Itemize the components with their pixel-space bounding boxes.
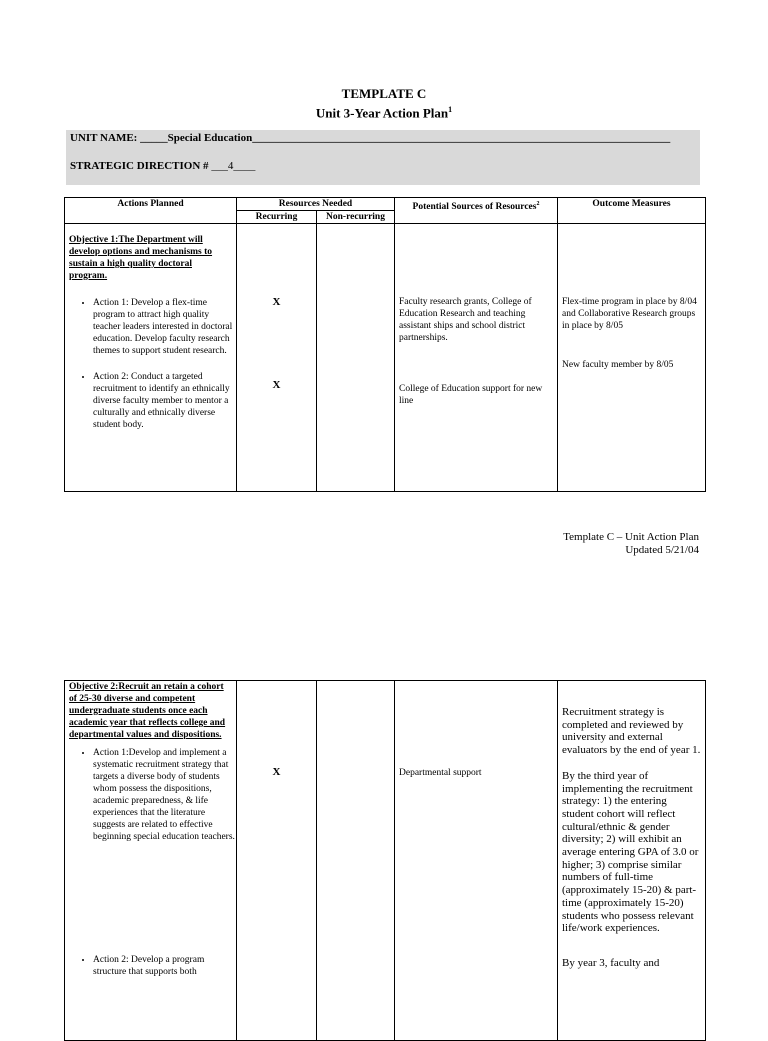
objective-2-cell xyxy=(65,681,237,1041)
objective-2-action-2: • Action 2: Develop a program structure that supports both xyxy=(93,954,236,978)
header-outcome-measures: Outcome Measures xyxy=(558,198,706,224)
objective-1-cell xyxy=(65,224,237,492)
outcomes-cell-2 xyxy=(558,681,706,1041)
strategic-direction-row: STRATEGIC DIRECTION # ___4____ xyxy=(70,160,256,172)
action-plan-table xyxy=(64,197,706,492)
header-potential-sources: Potential Sources of Resources$^2$ xyxy=(395,198,558,224)
outcome-objective-2-p1: Recruitment strategy is completed and reviewed by university and external evaluators by the end of year 1. xyxy=(562,706,701,757)
recurring-cell-2 xyxy=(237,681,317,1041)
strategic-direction-value: 4 xyxy=(227,160,234,172)
recurring-mark-action-2: X xyxy=(272,379,281,391)
recurring-cell xyxy=(237,224,317,492)
outcomes-cell xyxy=(558,224,706,492)
unit-name-label: UNIT NAME: xyxy=(70,132,138,144)
unit-name-row: UNIT NAME: _____Special Education____________________________________________________________________________ xyxy=(70,132,671,144)
unit-info-box xyxy=(66,130,700,185)
document-title: TEMPLATE C xyxy=(341,86,427,101)
source-action-1: Faculty research grants, College of Education Research and teaching assistant ships and school district partnerships. xyxy=(399,297,532,343)
objective-1-title: Objective 1:The Department will develop options and mechanisms to sustain a high quality doctoral program. xyxy=(69,235,213,281)
outcome-action-1: Flex-time program in place by 8/04 and Collaborative Research groups in place by 8/05 xyxy=(562,297,697,331)
unit-name-value: Special Education xyxy=(167,132,253,144)
nonrecurring-cell xyxy=(317,224,395,492)
title-block xyxy=(0,86,768,121)
strategic-direction-label: STRATEGIC DIRECTION # xyxy=(70,160,209,172)
sources-cell-2 xyxy=(395,681,558,1041)
document-subtitle: Unit 3-Year Action Plan$^1$ xyxy=(315,105,453,121)
objective-2-action-1: • Action 1:Develop and implement a systematic recruitment strategy that targets a diverse body of students whom possess the dispositions, academic preparedness, & life experiences that the literature suggests are related to effective beginning special education teachers. xyxy=(93,747,236,843)
source-action-2: College of Education support for new line xyxy=(399,384,543,406)
recurring-mark-action-1: X xyxy=(272,296,281,308)
outcome-objective-2-p3: By year 3, faculty and xyxy=(562,956,660,969)
outcome-action-2: New faculty member by 8/05 xyxy=(562,360,674,370)
objective-1-action-2: • Action 2: Conduct a targeted recruitment to identify an ethnically diverse faculty member to mentor a culturally and ethnically diverse student body. xyxy=(93,371,236,431)
outcome-objective-2-p2: By the third year of implementing the recruitment strategy: 1) the entering student cohort will reflect cultural/ethnic & gender diversity; 2) will exhibit an average entering GPA of 3.0 or higher; 3) comprise similar numbers of full-time (approximately 15-20) & part-time (approximately 15-20) students who possess relevant life/work experiences. xyxy=(562,769,699,935)
source-objective-2-action-1: Departmental support xyxy=(399,768,482,778)
action-plan-table-continued xyxy=(64,680,706,1041)
recurring-mark-objective-2-action-1: X xyxy=(272,766,281,778)
footer-template-label: Template C – Unit Action Plan xyxy=(563,531,699,543)
sources-cell xyxy=(395,224,558,492)
header-resources-needed: Resources Needed xyxy=(237,198,395,211)
header-actions-planned: Actions Planned xyxy=(65,198,237,224)
footer-updated-date: Updated 5/21/04 xyxy=(625,544,699,556)
objective-2-title: Objective 2:Recruit an retain a cohort of 25-30 diverse and competent undergraduate students once each academic year that reflects college and departmental values and dispositions. xyxy=(69,682,226,740)
header-nonrecurring: Non-recurring xyxy=(317,211,395,224)
objective-1-action-1: • Action 1: Develop a flex-time program to attract high quality teacher leaders interested in doctoral education. Develop faculty research themes to support student research. xyxy=(93,297,236,357)
page-footer xyxy=(563,531,699,557)
nonrecurring-cell-2 xyxy=(317,681,395,1041)
header-recurring: Recurring xyxy=(237,211,317,224)
footnote-marker: 1 xyxy=(448,105,453,114)
